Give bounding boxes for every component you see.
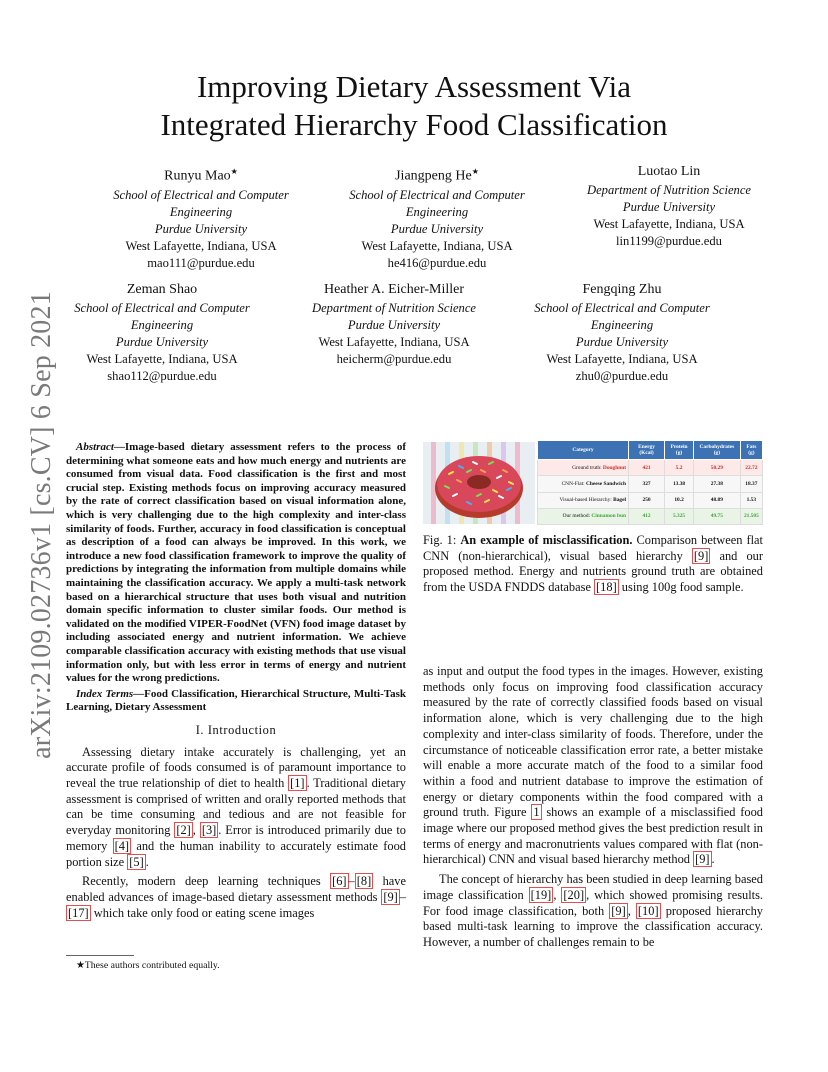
citation-link[interactable]: [9] [695, 852, 710, 867]
author-name: Runyu Mao★ [164, 167, 238, 184]
author-email: mao111@purdue.edu [147, 255, 255, 270]
figure-1 [423, 440, 763, 525]
table-row [538, 492, 763, 508]
figure-caption: Fig. 1: An example of misclassification. Comparison between flat CNN (non-hierarchical), visual based hierarchy [9] and our proposed method. Energy and nutrients ground truth are obtained from the USDA FNDDS database [18] using 100g food sample. [423, 533, 763, 595]
table-cell: 21.505 [740, 508, 762, 524]
citation-link[interactable]: [10] [637, 903, 659, 918]
author-name: Heather A. Eicher-Miller [323, 282, 465, 297]
author-affiliation: Engineering [590, 318, 654, 332]
citation-link[interactable]: [9] [383, 889, 398, 904]
table-cell: 13.38 [665, 476, 694, 492]
abstract-text: —Image-based dietary assessment refers to the process of determining what someone eats and how much energy and nutrients are consumed from visual data. Food classification is the first and most crucial step. Existing methods focus on improving accuracy measured by the rate of correct classification based on visual information alone, which is very challenging due to the high complexity and inter-class similarity of foods. Further, accuracy in food classification is conceptual as description of a food can always be improved. In this work, we introduce a new food classification framework to improve the quality of predictions by integrating the information from multiple domains while maintaining the classification accuracy. We apply a multi-task network based on a hierarchical structure that uses both visual and nutrition domain specific information to cluster similar foods. Our method is validated on the modified VIPER-FoodNet (VFN) food image dataset by including associated energy and nutrient information. We achieve comparable classification accuracy with existing methods that use visual information only, but with less error in terms of energy and nutrient values for the wrong predictions. [66, 441, 406, 685]
author-affiliation: School of Electrical and Computer [534, 301, 710, 315]
header-cell: Fats (g) [740, 441, 762, 460]
header-cell: Protein (g) [665, 441, 694, 460]
paragraph: Recently, modern deep learning techniques [6] – [8] have enabled advances of image-based dietary assessment methods [9] –[17] which take only food or eating scene images [66, 874, 406, 920]
author-name: Fengqing Zhu [582, 282, 662, 297]
table-cell: 48.89 [694, 492, 741, 508]
author-affiliation: Purdue University [622, 200, 716, 214]
table-cell: 49.75 [694, 508, 741, 524]
citation-link[interactable]: [8] [356, 874, 372, 889]
citation-link[interactable]: [2] [176, 823, 191, 838]
doughnut-drawing [423, 442, 535, 524]
table-cell: 10.2 [665, 492, 694, 508]
author-email: lin1199@purdue.edu [616, 234, 722, 248]
table-cell: 421 [629, 460, 665, 476]
table-cell: 22.72 [740, 460, 762, 476]
author-location: West Lafayette, Indiana, USA [546, 352, 698, 366]
paper-title [0, 68, 828, 144]
author-affiliation: Purdue University [390, 221, 484, 236]
author-affiliation: School of Electrical and Computer [74, 301, 250, 315]
doughnut-photo [423, 442, 535, 524]
author-location: West Lafayette, Indiana, USA [361, 238, 513, 253]
author-affiliation: Purdue University [347, 318, 441, 332]
citation-link[interactable]: [19] [530, 887, 552, 902]
author-email: shao112@purdue.edu [107, 369, 217, 383]
author-affiliation: Engineering [169, 204, 233, 219]
author-affiliation: Purdue University [575, 335, 669, 349]
row-label: Ground truth: Doughnut [538, 460, 629, 476]
header-cell: Category [538, 441, 629, 460]
abstract-lead: Abstract [76, 441, 114, 453]
author-name: Zeman Shao [126, 282, 198, 297]
author-affiliation: School of Electrical and Computer [349, 187, 525, 202]
footnote-rule [66, 955, 134, 956]
table-cell: 1.53 [740, 492, 762, 508]
author-location: West Lafayette, Indiana, USA [86, 352, 238, 366]
author-block [549, 163, 789, 250]
author-block [42, 281, 282, 385]
author-block [81, 163, 321, 272]
author-block [502, 281, 742, 385]
table-cell: 27.38 [694, 476, 741, 492]
title-line-1: Improving Dietary Assessment Via [196, 69, 632, 104]
author-affiliation: Purdue University [154, 221, 248, 236]
paragraph: Assessing dietary intake accurately is challenging, yet an accurate profile of foods consumed is of paramount importance to reveal the true relationship of diet to health [1] . Traditional dietary assessment is comprised of written and orally reported methods that can be time consuming and tedious and are not feasible for everyday monitoring [2] , [3] . Error is introduced primarily due to memory [4] and the human inability to accurately estimate food portion size [5] . [66, 744, 406, 869]
figure-link[interactable]: 1 [533, 805, 540, 820]
left-column [66, 441, 406, 925]
table-cell: 50.29 [694, 460, 741, 476]
header-cell: Energy (Kcal) [629, 441, 665, 460]
author-affiliation: Department of Nutrition Science [311, 301, 477, 315]
arxiv-stamp: arXiv:2109.02736v1 [cs.CV] 6 Sep 2021 [26, 291, 57, 759]
table-cell: 5.2 [665, 460, 694, 476]
author-affiliation: Engineering [130, 318, 194, 332]
right-column [423, 664, 763, 955]
abstract [66, 441, 406, 686]
citation-link[interactable]: [9] [611, 903, 626, 918]
author-email: he416@purdue.edu [387, 255, 487, 270]
table-row [538, 508, 763, 524]
citation-link[interactable]: [18] [596, 580, 617, 595]
author-name: Jiangpeng He★ [395, 167, 479, 184]
header-cell: Carbohydrates (g) [694, 441, 741, 460]
index-terms-text: —Food Classification, Hierarchical Structure, Multi-Task Learning, Dietary Assessment [66, 687, 406, 714]
table-cell: 327 [629, 476, 665, 492]
author-name: Luotao Lin [637, 164, 701, 179]
author-email: heicherm@purdue.edu [336, 352, 452, 366]
table-row [538, 476, 763, 492]
nutrition-table [537, 440, 763, 525]
citation-link[interactable]: [5] [129, 854, 144, 869]
table-cell: 5.325 [665, 508, 694, 524]
table-cell: 412 [629, 508, 665, 524]
author-location: West Lafayette, Indiana, USA [318, 335, 470, 349]
paragraph: as input and output the food types in the images. However, existing methods only focus on improving food classification accuracy measured by the rate of correctly classified foods based on visual information alone, which is very challenging due to the high complexity and inter-class similarity of foods. Therefore, under the circumstance of noticeable classification error rate, a better mistake will enable a more accurate match of the food to a similar food within a food and nutrient database to improve the estimation of energy or dietary components within the food compared with a ground truth. Figure 1 shows an example of a misclassified food image where our proposed method gives the best prediction result in terms of energy and macronutrients values compared with flat (non-hierarchical) CNN and visual based hierarchy method [9] . [423, 664, 763, 867]
table-cell: 18.37 [740, 476, 762, 492]
paragraph: The concept of hierarchy has been studied in deep learning based image classification [19] , [20] , which showed promising results. For food image classification, both [9] , [10] proposed hierarchy based multi-task learning to improve the classification accuracy. However, a number of challenges remain to be [423, 872, 764, 949]
footnote: ★These authors contributed equally. [76, 960, 220, 971]
author-location: West Lafayette, Indiana, USA [125, 238, 277, 253]
row-label: CNN-Flat: Cheese Sandwich [538, 476, 629, 492]
citation-link[interactable]: [1] [290, 775, 305, 790]
author-block [274, 281, 514, 368]
citation-link[interactable]: [4] [114, 838, 130, 853]
citation-link[interactable]: [20] [563, 887, 585, 902]
section-heading: I. Introduction [195, 722, 277, 737]
row-label: Visual-based Hierarchy: Bagel [538, 492, 629, 508]
author-affiliation: Engineering [405, 204, 469, 219]
author-block [317, 163, 557, 272]
author-email: zhu0@purdue.edu [575, 369, 669, 383]
citation-link[interactable]: [3] [201, 823, 217, 838]
table-cell: 250 [629, 492, 665, 508]
table-row [538, 460, 763, 476]
author-affiliation: Purdue University [115, 335, 209, 349]
index-terms [66, 688, 406, 715]
author-affiliation: Department of Nutrition Science [586, 183, 752, 197]
author-affiliation: School of Electrical and Computer [113, 187, 289, 202]
title-line-2: Integrated Hierarchy Food Classification [160, 107, 668, 142]
table-header-row [538, 441, 763, 460]
index-terms-lead: Index Terms [76, 687, 134, 700]
citation-link[interactable]: [17] [68, 905, 89, 920]
row-label: Our method: Cinnamon bun [538, 508, 629, 524]
author-location: West Lafayette, Indiana, USA [593, 217, 745, 231]
citation-link[interactable]: [9] [693, 548, 709, 563]
citation-link[interactable]: [6] [332, 874, 347, 889]
